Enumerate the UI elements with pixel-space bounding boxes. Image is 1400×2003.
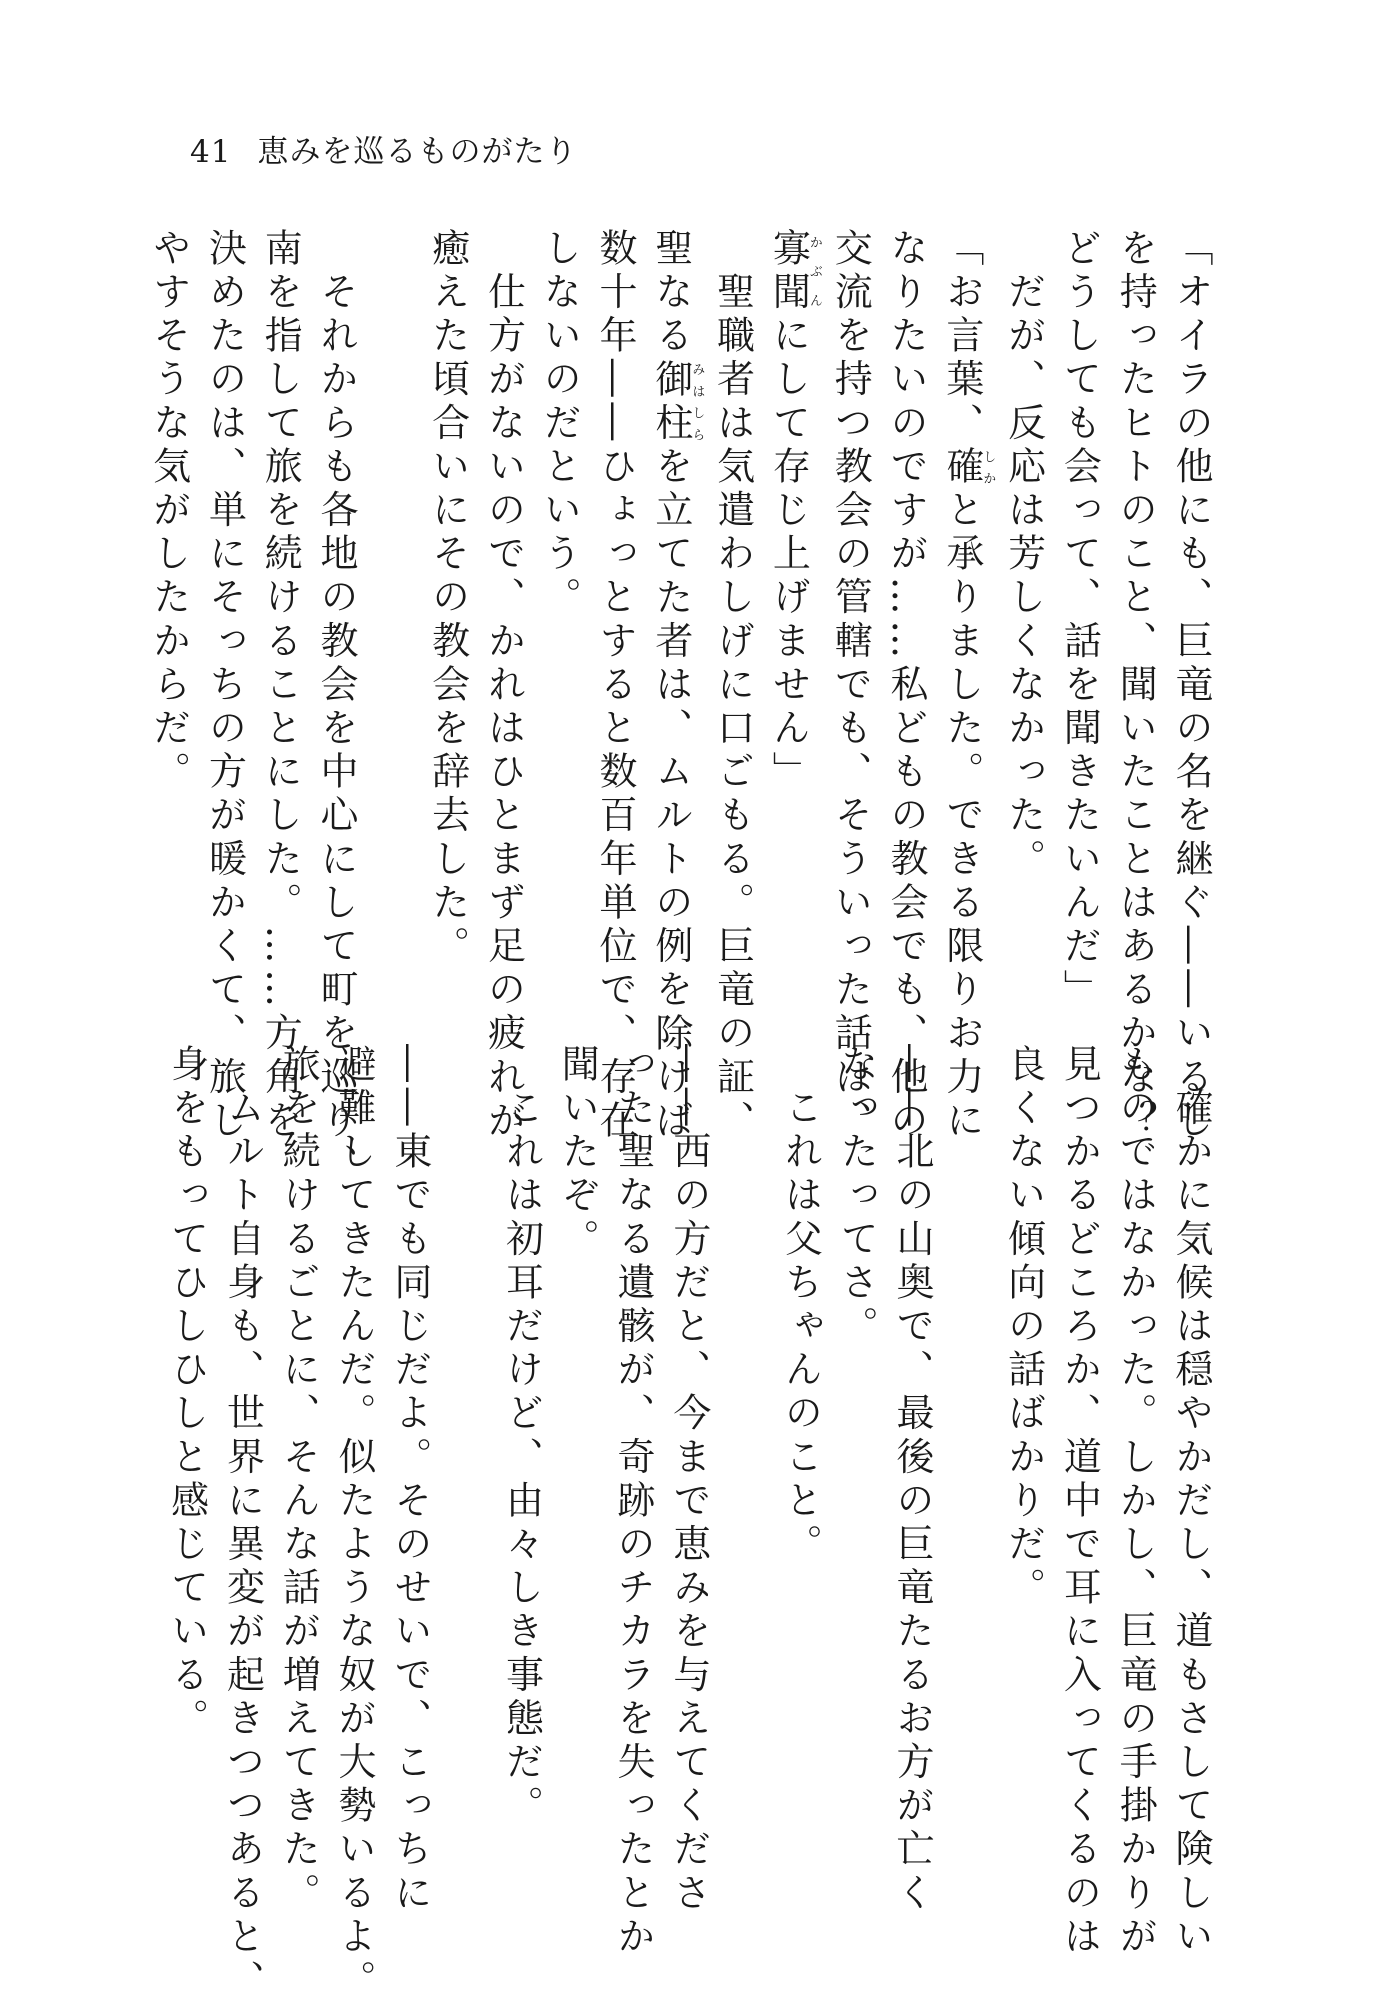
text-line: 聞いたぞ。 — [555, 1044, 600, 1262]
text-line: やすそうな気がしたからだ。 — [146, 228, 191, 795]
text-line: なったってさ。 — [834, 1044, 879, 1350]
text-line: 聖職者は気遣わしげに口ごもる。巨竜の証、 — [710, 228, 755, 1144]
text-line: どうしても会って、話を聞きたいんだ」 — [1057, 228, 1102, 1013]
text-line: 良くない傾向の話ばかりだ。 — [1001, 1044, 1046, 1611]
text-line: しないのだという。 — [537, 228, 582, 621]
ruby-base: 確 — [939, 446, 984, 490]
text-line: 「オイラの他にも、巨竜の名を継ぐ――いるし — [1169, 228, 1213, 1144]
blank-line — [437, 1044, 493, 1804]
text-line: ――北の山奥で、最後の巨竜たるお方が亡く — [890, 1044, 935, 1916]
text-line: これは初耳だけど、由々しき事態だ。 — [499, 1044, 544, 1829]
ruby-word — [766, 228, 822, 316]
text-segment: 聖なる — [648, 228, 693, 359]
text-line: これは父ちゃんのこと。 — [778, 1044, 823, 1568]
ruby-word — [648, 358, 705, 447]
ruby-reading: みはしら — [689, 358, 705, 446]
running-title: 恵みを巡るものがたり — [257, 134, 578, 170]
text-line: なりたいのですが……私どもの教会でも、他の — [884, 228, 929, 1144]
ruby-base: 寡聞 — [766, 228, 811, 316]
text-segment: にして存じ上げません」 — [766, 315, 811, 795]
ruby-base: 御柱 — [648, 358, 693, 447]
page-header — [190, 126, 577, 171]
text-line: だが、反応は芳しくなかった。 — [1001, 228, 1046, 882]
ruby-word — [939, 446, 996, 490]
text-line — [760, 228, 822, 988]
text-line — [933, 228, 996, 1144]
ruby-reading: しか — [980, 446, 996, 490]
text-line: 決めたのは、単にそっちの方が暖かくて、旅し — [202, 228, 247, 1144]
blank-line — [939, 1044, 995, 1804]
text-line: 数十年――ひょっとすると数百年単位で、存在 — [593, 228, 638, 1144]
text-line: った聖なる遺骸が、奇跡のチカラを失ったとか — [611, 1044, 656, 1960]
text-line: ――東でも同じだよ。そのせいで、こっちに — [387, 1044, 432, 1916]
text-line: 見つかるどころか、道中で耳に入ってくるのは — [1057, 1044, 1102, 1960]
text-line: 確かに気候は穏やかだし、道もさして険しい — [1169, 1044, 1213, 1960]
text-segment: を立てた者は、ムルトの例を除けば — [648, 446, 693, 1144]
text-line: 癒えた頃合いにその教会を辞去した。 — [425, 228, 470, 970]
blank-line — [716, 1044, 772, 1804]
text-line: 仕方がないので、かれはひとまず足の疲れが — [481, 228, 526, 1144]
text-line: 旅を続けるごとに、そんな話が増えてきた。 — [276, 1044, 321, 1916]
text-line: 避難してきたんだ。似たような奴が大勢いるよ。 — [332, 1044, 377, 2003]
text-line — [642, 228, 705, 1144]
text-line: ――西の方だと、今まで恵みを与えてくださ — [666, 1044, 711, 1916]
text-line: ものではなかった。しかし、巨竜の手掛かりが — [1113, 1044, 1158, 1960]
text-line: 身をもってひしひしと感じている。 — [164, 1044, 209, 1742]
text-segment: と承りました。できる限りお力に — [939, 489, 984, 1144]
ruby-reading: かぶん — [806, 228, 822, 316]
text-line: ムルト自身も、世界に異変が起きつつあると、 — [220, 1044, 265, 2003]
text-segment: 「お言葉、 — [939, 228, 984, 446]
text-line: それからも各地の教会を中心にして町を巡り、 — [314, 228, 359, 1188]
page-number: 41 — [190, 134, 232, 170]
text-line: 交流を持つ教会の管轄でも、そういった話は、 — [828, 228, 873, 1144]
blank-line — [363, 228, 419, 988]
lower-text-block — [164, 1044, 1218, 2003]
text-line: 南を指して旅を続けることにした。……方角を — [258, 228, 303, 1144]
text-line: を持ったヒトのこと、聞いたことはあるかな？ — [1113, 228, 1158, 1144]
